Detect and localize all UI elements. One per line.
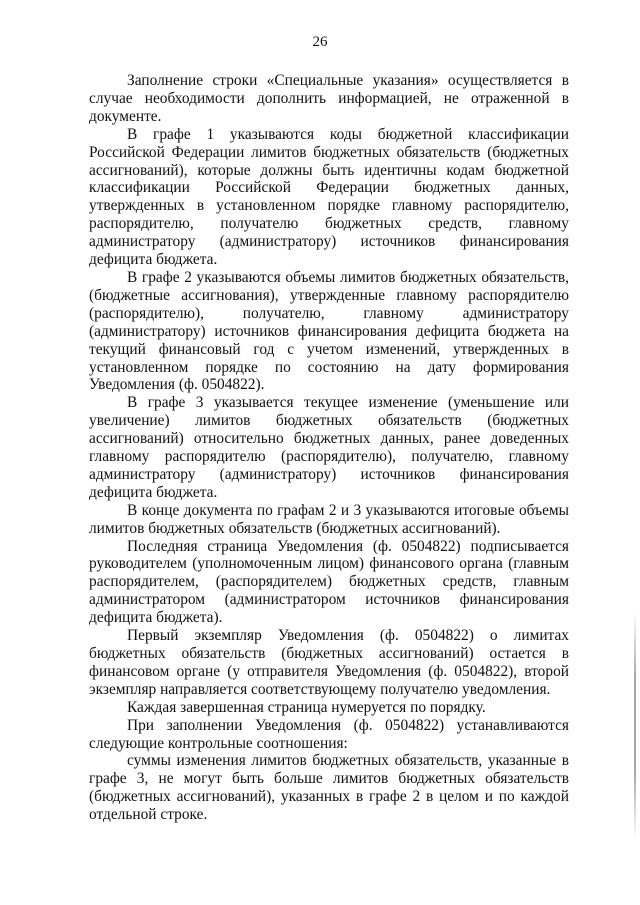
paragraph-control-rule: суммы изменения лимитов бюджетных обязательств, указанные в графе 3, не могут быть больше лимитов бюджетных обязательств (бюджетных ассигнований), указанных в графе 2 в целом и по каждой отдельной строке. (89, 752, 569, 824)
paragraph-column-3: В графе 3 указывается текущее изменение (уменьшение или увеличение) лимитов бюджетных обязательств (бюджетных ассигнований) относительно бюджетных данных, ранее доведенных главному распорядителю (распорядителю), получателю, главному администратору (администратору) источников финансирования дефицита бюджета. (89, 394, 569, 501)
paragraph-totals: В конце документа по графам 2 и 3 указываются итоговые объемы лимитов бюджетных обязательств (бюджетных ассигнований). (89, 501, 569, 537)
paragraph-column-2: В графе 2 указываются объемы лимитов бюджетных обязательств, (бюджетные ассигнования), утвержденные главному распорядителю (распорядителю), получателю, главному администратору (администратору) источников финансирования дефицита бюджета на текущий финансовый год с учетом изменений, утвержденных в установленном порядке по состоянию на дату формирования Уведомления (ф. 0504822). (89, 268, 569, 394)
scan-edge-shadow (634, 610, 636, 840)
paragraph-copies: Первый экземпляр Уведомления (ф. 0504822) о лимитах бюджетных обязательств (бюджетных ассигнований) остается в финансовом органе (у отправителя Уведомления (ф. 0504822), второй экземпляр направляется соответствующему получателю уведомления. (89, 627, 569, 698)
paragraph-page-numbering: Каждая завершенная страница нумеруется по порядку. (127, 698, 486, 716)
document-body (89, 72, 569, 824)
paragraph-special-instructions: Заполнение строки «Специальные указания» осуществляется в случае необходимости дополнить информацией, не отраженной в документе. (89, 72, 569, 125)
paragraph-control-ratios: При заполнении Уведомления (ф. 0504822) устанавливаются следующие контрольные соотношения: (89, 716, 569, 752)
paragraph-column-1: В графе 1 указываются коды бюджетной классификации Российской Федерации лимитов бюджетных обязательств (бюджетных ассигнований), которые должны быть идентичны кодам бюджетной классификации Российской Федерации бюджетных данных, утвержденных в установленном порядке главному распорядителю, распорядителю, получателю бюджетных средств, главному администратору (администратору) источников финансирования дефицита бюджета. (89, 125, 569, 269)
paragraph-signature: Последняя страница Уведомления (ф. 0504822) подписывается руководителем (уполномоченным лицом) финансового органа (главным распорядителем, (распорядителем) бюджетных средств, главным администратором (администратором источников финансирования дефицита бюджета). (89, 537, 569, 627)
page-number: 26 (312, 34, 328, 50)
